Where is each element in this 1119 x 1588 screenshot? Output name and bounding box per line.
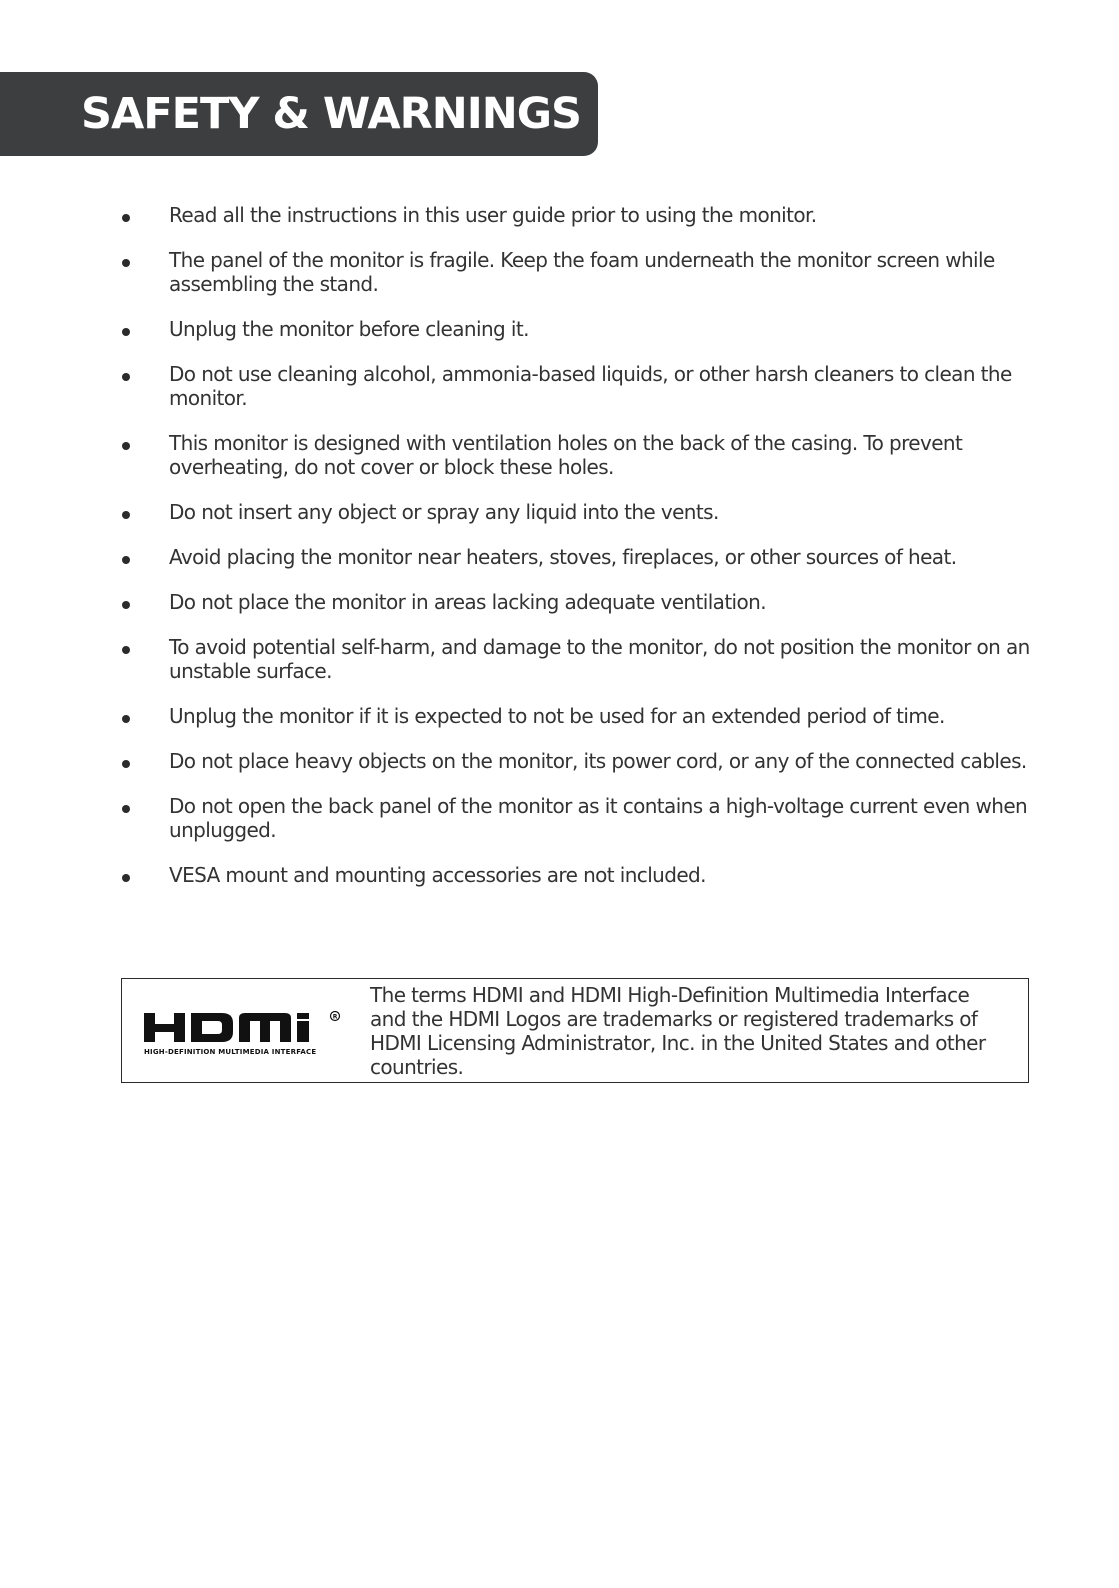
warning-text: Do not use cleaning alcohol, ammonia-based liquids, or other harsh cleaners to clean the monitor.	[169, 362, 1012, 410]
bullet-icon	[122, 556, 130, 564]
warning-text: Do not place the monitor in areas lacking adequate ventilation.	[169, 590, 766, 614]
svg-text:R: R	[332, 1013, 338, 1021]
bullet-icon	[122, 715, 130, 723]
bullet-icon	[122, 373, 130, 381]
warning-item	[0, 248, 1119, 296]
warning-item	[0, 317, 1119, 341]
warning-text: Do not open the back panel of the monitor as it contains a high-voltage current even when unplugged.	[169, 794, 1028, 842]
warning-item	[0, 431, 1119, 479]
warning-item	[0, 545, 1119, 569]
warning-item	[0, 794, 1119, 842]
bullet-icon	[122, 511, 130, 519]
warnings-list	[0, 203, 1119, 908]
warning-text: The panel of the monitor is fragile. Keep the foam underneath the monitor screen while assembling the stand.	[169, 248, 995, 296]
warning-text: To avoid potential self-harm, and damage to the monitor, do not position the monitor on an unstable surface.	[169, 635, 1030, 683]
warning-item	[0, 704, 1119, 728]
warning-text: Read all the instructions in this user guide prior to using the monitor.	[169, 203, 817, 227]
warning-item	[0, 362, 1119, 410]
warning-item	[0, 203, 1119, 227]
warning-text: Unplug the monitor before cleaning it.	[169, 317, 529, 341]
bullet-icon	[122, 874, 130, 882]
warning-text: This monitor is designed with ventilation holes on the back of the casing. To prevent overheating, do not cover or block these holes.	[169, 431, 963, 479]
bullet-icon	[122, 760, 130, 768]
hdmi-trademark-notice: The terms HDMI and HDMI High-Definition Multimedia Interface and the HDMI Logos are trademarks or registered trademarks of HDMI Licensing Administrator, Inc. in the United States and other countries.	[370, 983, 986, 1079]
warning-item	[0, 500, 1119, 524]
warning-item	[0, 635, 1119, 683]
warning-item	[0, 590, 1119, 614]
bullet-icon	[122, 328, 130, 336]
section-header-band	[0, 72, 598, 156]
hdmi-logo-subtext: HIGH-DEFINITION MULTIMEDIA INTERFACE	[144, 1048, 317, 1056]
warning-item	[0, 863, 1119, 887]
bullet-icon	[122, 259, 130, 267]
bullet-icon	[122, 805, 130, 813]
warning-item	[0, 749, 1119, 773]
bullet-icon	[122, 646, 130, 654]
page-title: SAFETY & WARNINGS	[81, 89, 582, 139]
bullet-icon	[122, 601, 130, 609]
warning-text: Avoid placing the monitor near heaters, stoves, fireplaces, or other sources of heat.	[169, 545, 957, 569]
warning-text: Do not insert any object or spray any liquid into the vents.	[169, 500, 719, 524]
bullet-icon	[122, 214, 130, 222]
warning-text: VESA mount and mounting accessories are not included.	[169, 863, 706, 887]
bullet-icon	[122, 442, 130, 450]
warning-text: Unplug the monitor if it is expected to not be used for an extended period of time.	[169, 704, 945, 728]
hdmi-trademark-box	[121, 978, 1029, 1083]
warning-text: Do not place heavy objects on the monitor, its power cord, or any of the connected cables.	[169, 749, 1027, 773]
